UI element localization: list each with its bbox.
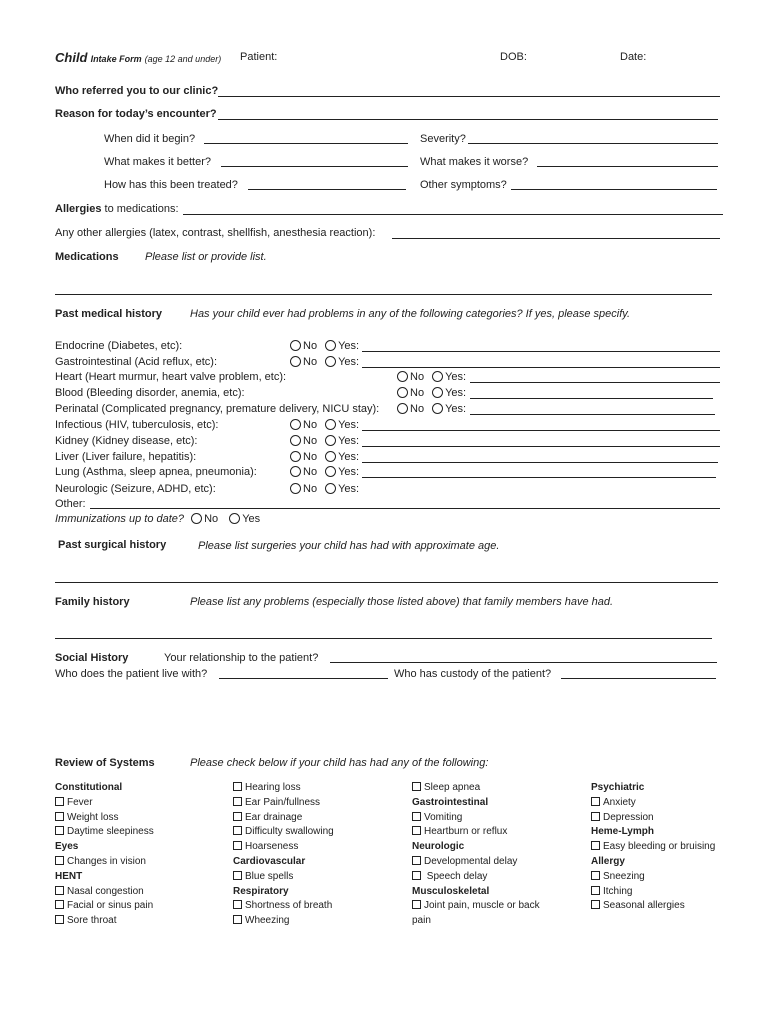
- better-field[interactable]: [221, 166, 408, 167]
- immunizations-label: Immunizations up to date?: [55, 513, 185, 525]
- pmh-specify-field[interactable]: [470, 398, 713, 399]
- pmh-specify-field[interactable]: [362, 477, 716, 478]
- ros-header-cardiovascular: Cardiovascular: [233, 855, 306, 867]
- ros-item-nasal[interactable]: [55, 885, 154, 900]
- pmh-yes-label: Yes:: [338, 435, 360, 447]
- allergies-label: [55, 203, 179, 215]
- ros-item-hoarseness[interactable]: [233, 840, 334, 855]
- form-title-age: (age 12 and under): [144, 54, 222, 64]
- ros-item-speech-delay[interactable]: [412, 870, 540, 885]
- ros-label: Review of Systems: [55, 757, 155, 769]
- patient-label: Patient:: [240, 51, 278, 63]
- when-field[interactable]: [204, 143, 408, 144]
- ros-item-wheezing[interactable]: [233, 914, 334, 929]
- ros-item-label: Depression: [603, 811, 654, 823]
- pmh-no-radio[interactable]: [290, 435, 301, 446]
- medications-label: Medications: [55, 251, 119, 263]
- pmh-item-options: [397, 387, 466, 399]
- pmh-other-label: Other:: [55, 498, 86, 510]
- surgical-field[interactable]: [55, 582, 718, 583]
- checkbox[interactable]: [55, 812, 64, 821]
- ros-instruction: Please check below if your child has had any of the following:: [190, 757, 489, 769]
- pmh-no-radio[interactable]: [397, 371, 408, 382]
- reason-label: Reason for today’s encounter?: [55, 108, 217, 120]
- ros-item-label: Ear drainage: [245, 811, 303, 823]
- pmh-no-label: No: [303, 435, 318, 447]
- ros-item-label: Heartburn or reflux: [424, 826, 508, 838]
- ros-item-sob[interactable]: [233, 899, 334, 914]
- ros-item-label: Developmental delay: [424, 855, 518, 867]
- pmh-specify-field[interactable]: [470, 414, 715, 415]
- pmh-item-options: [290, 419, 359, 431]
- checkbox[interactable]: [55, 826, 64, 835]
- pmh-yes-label: Yes:: [338, 466, 360, 478]
- pmh-yes-radio[interactable]: [432, 403, 443, 414]
- pmh-yes-radio[interactable]: [325, 435, 336, 446]
- checkbox[interactable]: [412, 782, 421, 791]
- allergies-label-bold: Allergies: [55, 203, 102, 215]
- pmh-item-options: [290, 451, 359, 463]
- lives-with-field[interactable]: [219, 678, 388, 679]
- ros-item-label: Daytime sleepiness: [67, 826, 154, 838]
- ros-item-swallowing[interactable]: [233, 825, 334, 840]
- ros-item-label: Joint pain, muscle or back: [424, 900, 540, 912]
- surgical-label: Past surgical history: [58, 539, 167, 551]
- pmh-no-radio[interactable]: [290, 483, 301, 494]
- family-label: Family history: [55, 596, 130, 608]
- allergies-field[interactable]: [183, 214, 723, 215]
- ros-item-joint-pain[interactable]: [412, 899, 540, 914]
- pmh-specify-field[interactable]: [470, 382, 720, 383]
- allergies-label-rest: to medications:: [101, 203, 179, 215]
- severity-field[interactable]: [468, 143, 718, 144]
- ros-item-itching[interactable]: [591, 885, 715, 900]
- ros-item-vomiting[interactable]: [412, 811, 540, 826]
- family-instruction: Please list any problems (especially those listed above) that family members have had.: [190, 596, 614, 608]
- pmh-item-label: Neurologic (Seizure, ADHD, etc):: [55, 483, 216, 495]
- pmh-label: Past medical history: [55, 308, 162, 320]
- checkbox[interactable]: [55, 856, 64, 865]
- ros-item-label: Weight loss: [67, 811, 119, 823]
- pmh-instruction: Has your child ever had problems in any of the following categories? If yes, please specify.: [190, 308, 631, 320]
- other-allergies-label: Any other allergies (latex, contrast, shellfish, anesthesia reaction):: [55, 227, 376, 239]
- ros-item-label: Nasal congestion: [67, 885, 144, 897]
- pmh-no-radio[interactable]: [290, 340, 301, 351]
- form-title: [55, 50, 221, 65]
- pmh-yes-label: Yes:: [445, 371, 467, 383]
- pmh-item-options: [290, 466, 359, 478]
- ros-item-label: Ear Pain/fullness: [245, 796, 321, 808]
- checkbox[interactable]: [55, 900, 64, 909]
- ros-header-constitutional: Constitutional: [55, 782, 123, 793]
- ros-item-weight-loss[interactable]: [55, 811, 154, 826]
- relationship-label: Your relationship to the patient?: [164, 652, 319, 664]
- pmh-no-radio[interactable]: [397, 387, 408, 398]
- referred-field[interactable]: [218, 96, 720, 97]
- pmh-yes-label: Yes:: [338, 419, 360, 431]
- pmh-no-label: No: [303, 466, 318, 478]
- pmh-item-label: Perinatal (Complicated pregnancy, premature delivery, NICU stay):: [55, 403, 380, 415]
- pmh-yes-radio[interactable]: [432, 371, 443, 382]
- pmh-item-label: Kidney (Kidney disease, etc):: [55, 435, 198, 447]
- ros-item-fever[interactable]: [55, 796, 154, 811]
- pmh-yes-label: Yes:: [338, 483, 360, 495]
- other-symptoms-field[interactable]: [511, 189, 717, 190]
- ros-item-ear-drainage[interactable]: [233, 811, 334, 826]
- ros-item-heartburn[interactable]: [412, 825, 540, 840]
- pmh-no-radio[interactable]: [290, 356, 301, 367]
- ros-header-gi: Gastrointestinal: [412, 796, 489, 808]
- checkbox[interactable]: [591, 812, 600, 821]
- ros-item-label: Difficulty swallowing: [245, 826, 334, 838]
- dob-label: DOB:: [500, 51, 527, 63]
- pmh-item-label: Infectious (HIV, tuberculosis, etc):: [55, 419, 219, 431]
- ros-item-label: Itching: [603, 885, 633, 897]
- ros-item-anxiety[interactable]: [591, 796, 715, 811]
- ros-item-blue-spells[interactable]: [233, 870, 334, 885]
- family-field[interactable]: [55, 638, 712, 639]
- checkbox[interactable]: [233, 915, 242, 924]
- immunizations-yes-radio[interactable]: [229, 513, 240, 524]
- pmh-no-label: No: [303, 451, 318, 463]
- pmh-no-label: No: [410, 371, 425, 383]
- when-label: When did it begin?: [104, 133, 196, 145]
- ros-item-label: Wheezing: [245, 915, 290, 927]
- pmh-yes-radio[interactable]: [325, 419, 336, 430]
- other-symptoms-label: Other symptoms?: [420, 179, 507, 191]
- ros-item-facial[interactable]: [55, 899, 154, 914]
- checkbox[interactable]: [591, 797, 600, 806]
- pmh-item-label: Blood (Bleeding disorder, anemia, etc):: [55, 387, 245, 399]
- ros-item-label: Sneezing: [603, 870, 645, 882]
- reason-field[interactable]: [218, 119, 718, 120]
- immunizations-no-label: No: [204, 513, 219, 525]
- checkbox[interactable]: [412, 871, 421, 880]
- checkbox[interactable]: [55, 886, 64, 895]
- pmh-no-radio[interactable]: [397, 403, 408, 414]
- worse-label: What makes it worse?: [420, 156, 529, 168]
- custody-label: Who has custody of the patient?: [394, 668, 552, 680]
- pmh-item-label: Liver (Liver failure, hepatitis):: [55, 451, 197, 463]
- immunizations-yes-label: Yes: [242, 513, 261, 525]
- pmh-no-radio[interactable]: [290, 466, 301, 477]
- pmh-other-field[interactable]: [90, 508, 720, 509]
- checkbox[interactable]: [233, 826, 242, 835]
- ros-item-vision[interactable]: [55, 855, 154, 870]
- pmh-yes-radio[interactable]: [325, 483, 336, 494]
- pmh-yes-label: Yes:: [445, 387, 467, 399]
- date-label: Date:: [620, 51, 647, 63]
- pmh-specify-field[interactable]: [362, 367, 720, 368]
- checkbox[interactable]: [233, 900, 242, 909]
- pmh-yes-label: Yes:: [338, 356, 360, 368]
- pmh-no-label: No: [303, 419, 318, 431]
- ros-item-seasonal[interactable]: [591, 899, 715, 914]
- pmh-no-label: No: [410, 387, 425, 399]
- checkbox[interactable]: [591, 871, 600, 880]
- checkbox[interactable]: [233, 812, 242, 821]
- ros-item-label: Fever: [67, 796, 93, 808]
- treated-field[interactable]: [248, 189, 406, 190]
- referred-label: Who referred you to our clinic?: [55, 85, 219, 97]
- ros-item-label: Hoarseness: [245, 841, 299, 853]
- immunizations-row: [55, 513, 260, 525]
- checkbox[interactable]: [233, 841, 242, 850]
- ros-header-heme: Heme-Lymph: [591, 826, 654, 838]
- pmh-yes-radio[interactable]: [325, 356, 336, 367]
- ros-column-2: [233, 781, 334, 929]
- ros-item-label: Anxiety: [603, 796, 636, 808]
- checkbox[interactable]: [233, 871, 242, 880]
- pmh-no-radio[interactable]: [290, 419, 301, 430]
- pmh-item-options: [290, 435, 359, 447]
- ros-item-label: Shortness of breath: [245, 900, 333, 912]
- checkbox[interactable]: [412, 856, 421, 865]
- ros-item-label: Easy bleeding or bruising: [603, 841, 716, 853]
- ros-item-label: Sleep apnea: [424, 782, 481, 793]
- ros-column-3: [412, 781, 540, 929]
- ros-header-msk: Musculoskeletal: [412, 885, 490, 897]
- pmh-yes-label: Yes:: [338, 451, 360, 463]
- checkbox[interactable]: [55, 797, 64, 806]
- ros-item-throat[interactable]: [55, 914, 154, 929]
- ros-item-bleeding[interactable]: [591, 840, 715, 855]
- pmh-no-radio[interactable]: [290, 451, 301, 462]
- pmh-yes-label: Yes:: [338, 340, 360, 352]
- pmh-specify-field[interactable]: [362, 351, 720, 352]
- ros-item-label: Hearing loss: [245, 782, 301, 793]
- ros-header-respiratory: Respiratory: [233, 885, 289, 897]
- pmh-specify-field[interactable]: [362, 462, 718, 463]
- checkbox[interactable]: [412, 812, 421, 821]
- ros-item-daytime-sleepiness[interactable]: [55, 825, 154, 840]
- treated-label: How has this been treated?: [104, 179, 238, 191]
- ros-header-eyes: Eyes: [55, 841, 79, 853]
- ros-item-apnea[interactable]: [412, 781, 540, 796]
- pmh-item-label: Heart (Heart murmur, heart valve problem, etc):: [55, 371, 287, 383]
- immunizations-no-radio[interactable]: [191, 513, 202, 524]
- relationship-field[interactable]: [330, 662, 717, 663]
- worse-field[interactable]: [537, 166, 718, 167]
- ros-item-sneezing[interactable]: [591, 870, 715, 885]
- ros-item-depression[interactable]: [591, 811, 715, 826]
- ros-item-label: Speech delay: [424, 870, 488, 882]
- pmh-yes-label: Yes:: [445, 403, 467, 415]
- better-label: What makes it better?: [104, 156, 211, 168]
- ros-column-1: [55, 781, 154, 929]
- pmh-item-options: [397, 371, 466, 383]
- pmh-item-options: [290, 340, 359, 352]
- pmh-yes-radio[interactable]: [325, 340, 336, 351]
- social-label: Social History: [55, 652, 129, 664]
- checkbox[interactable]: [55, 915, 64, 924]
- pmh-item-options: [290, 483, 359, 495]
- pmh-no-label: No: [410, 403, 425, 415]
- pmh-no-label: No: [303, 483, 318, 495]
- ros-item-ear-pain[interactable]: [233, 796, 334, 811]
- pmh-specify-field[interactable]: [362, 446, 720, 447]
- form-title-main: Child: [55, 50, 88, 65]
- form-title-sub: Intake Form: [90, 54, 142, 64]
- ros-item-dev-delay[interactable]: [412, 855, 540, 870]
- ros-column-4: [591, 781, 715, 914]
- checkbox[interactable]: [591, 841, 600, 850]
- ros-item-label: Changes in vision: [67, 855, 146, 867]
- ros-header-neuro: Neurologic: [412, 841, 465, 853]
- other-allergies-field[interactable]: [392, 238, 720, 239]
- checkbox[interactable]: [591, 900, 600, 909]
- pmh-item-label: Gastrointestinal (Acid reflux, etc):: [55, 356, 218, 368]
- ros-item-joint-pain-cont: pain: [412, 915, 431, 927]
- ros-item-label: Sore throat: [67, 915, 117, 927]
- ros-header-hent: HENT: [55, 870, 83, 882]
- medications-field[interactable]: [55, 294, 712, 295]
- pmh-no-label: No: [303, 340, 318, 352]
- ros-item-label: Facial or sinus pain: [67, 900, 154, 912]
- pmh-item-label: Lung (Asthma, sleep apnea, pneumonia):: [55, 466, 257, 478]
- pmh-specify-field[interactable]: [362, 430, 720, 431]
- ros-item-label: Blue spells: [245, 870, 294, 882]
- lives-with-label: Who does the patient live with?: [55, 668, 208, 680]
- checkbox[interactable]: [412, 900, 421, 909]
- surgical-instruction: Please list surgeries your child has had with approximate age.: [198, 540, 500, 552]
- checkbox[interactable]: [233, 782, 242, 791]
- pmh-item-options: [397, 403, 466, 415]
- checkbox[interactable]: [412, 826, 421, 835]
- pmh-no-label: No: [303, 356, 318, 368]
- custody-field[interactable]: [561, 678, 716, 679]
- ros-item-label: Vomiting: [424, 811, 463, 823]
- ros-header-psych: Psychiatric: [591, 782, 645, 793]
- checkbox[interactable]: [233, 797, 242, 806]
- medications-instruction: Please list or provide list.: [145, 251, 267, 263]
- checkbox[interactable]: [591, 886, 600, 895]
- ros-item-label: Seasonal allergies: [603, 900, 685, 912]
- ros-item-hearing[interactable]: [233, 781, 334, 796]
- pmh-item-label: Endocrine (Diabetes, etc):: [55, 340, 183, 352]
- pmh-item-options: [290, 356, 359, 368]
- pmh-yes-radio[interactable]: [325, 466, 336, 477]
- ros-header-allergy: Allergy: [591, 855, 625, 867]
- severity-label: Severity?: [420, 133, 466, 145]
- pmh-yes-radio[interactable]: [432, 387, 443, 398]
- pmh-yes-radio[interactable]: [325, 451, 336, 462]
